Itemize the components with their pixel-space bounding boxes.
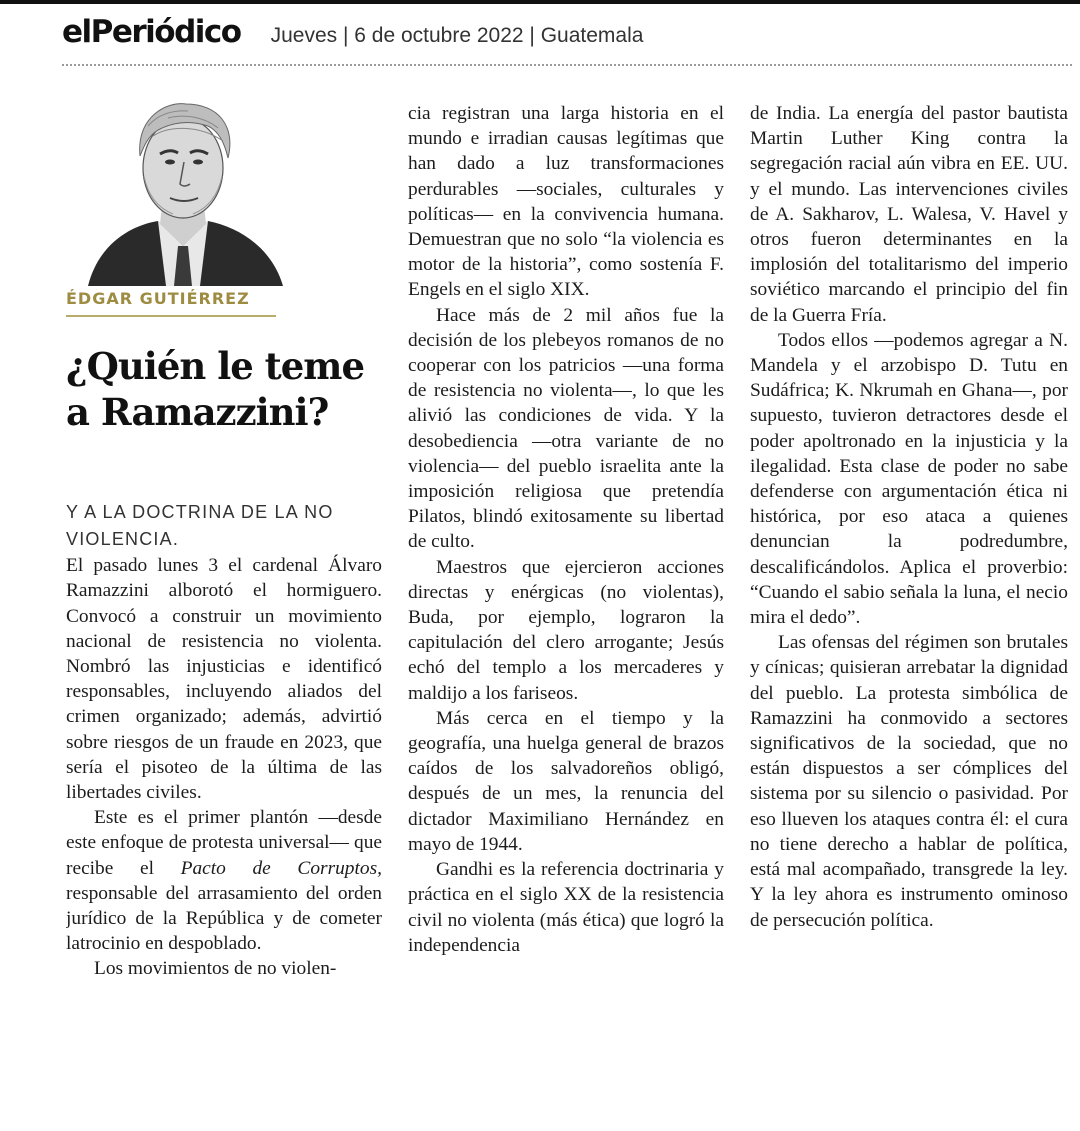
article-column-1 <box>66 96 382 1126</box>
article-headline: ¿Quién le teme a Ramazzini? <box>66 344 364 435</box>
paragraph-2-italic: Pacto de Corruptos, <box>180 857 382 879</box>
page-header <box>62 14 1072 64</box>
author-byline: ÉDGAR GUTIÉRREZ <box>66 289 250 308</box>
dateline: Jueves | 6 de octubre 2022 | Guatemala <box>270 24 644 47</box>
paragraph-2 <box>66 805 382 956</box>
paragraph-2-text-a: Este es el primer plantón —desde este enfoque de protesta universal— que recibe el <box>66 807 382 879</box>
paragraph-8: Todos ellos —podemos agregar a N. Mandela y el arzobispo D. Tutu en Sudáfrica; K. Nkrumah en Ghana—, por supuesto, tuvieron detractores desde el poder apoltronado en la injusticia y la ilegalidad. Esta clase de poder no sabe defenderse con argumentación ética ni histórica, por eso ataca a quienes denuncian la podredumbre, descalificándolos. Aplica el proverbio: “Cuando el sabio señala la luna, el necio mira el dedo”. <box>750 329 1068 629</box>
paragraph-4: Hace más de 2 mil años fue la decisión de los plebeyos romanos de no cooperar con los patricios —una forma de resistencia no violenta—, lo que les alivió las condiciones de vida. Y la desobediencia —otra variante de no violencia— del pueblo israelita ante la imposición religiosa que pretendía Pilatos, blindó exitosamente su libertad de culto. <box>408 304 724 553</box>
article-column-2 <box>408 101 724 1131</box>
newspaper-logo: elPeriódico <box>62 14 241 50</box>
top-border <box>0 0 1080 4</box>
header-dotted-divider <box>62 64 1072 66</box>
article-column-3 <box>750 101 1068 1131</box>
paragraph-3-cont: cia registran una larga historia en el mundo e irradian causas legítimas que han dado a luz transformaciones perdurables —sociales, culturales y políticas— en la convivencia humana. Demuestran que no solo “la violencia es motor de la historia”, como sostenía F. Engels en el siglo XIX. <box>408 103 724 301</box>
author-portrait-illustration <box>78 96 288 286</box>
paragraph-2-text-b: responsable del arrasamiento del orden jurídico de la República y de cometer latrocinio en despoblado. <box>66 882 382 955</box>
paragraph-6: Más cerca en el tiempo y la geografía, una huelga general de brazos caídos de los salvadoreños obligó, después de un mes, la renuncia del dictador Maximiliano Hernández en mayo de 1944. <box>408 707 724 855</box>
paragraph-9: Las ofensas del régimen son brutales y cínicas; quisieran arrebatar la dignidad del pueblo. La protesta simbólica de Ramazzini ha conmovido a sectores significativos de la sociedad, que no están dispuestos a ser cómplices del sistema por su silencio o pasividad. Por eso llueven los ataques contra él: el cura no tiene derecho a hablar de política, está mal acompañado, transgrede la ley. Y la ley ahora es instrumento ominoso de persecución política. <box>750 632 1068 931</box>
paragraph-5: Maestros que ejercieron acciones directas y enérgicas (no violentas), Buda, por ejemplo, lograron la capitulación del clero arrogante; Jesús echó del templo a los mercaderes y maldijo a los fariseos. <box>408 556 724 704</box>
byline-underline <box>66 315 276 317</box>
paragraph-7-cont: de India. La energía del pastor bautista Martin Luther King contra la segregación racial aún vibra en EE. UU. y el mundo. Las intervenciones civiles de A. Sakharov, L. Walesa, V. Havel y otros fueron determinantes en la implosión del totalitarismo del imperio soviético marcando el principio del fin de la Guerra Fría. <box>750 103 1068 326</box>
paragraph-7-start: Gandhi es la referencia doctrinaria y práctica en el siglo XX de la resistencia civil no violenta (más ética) que logró la independencia <box>408 859 724 956</box>
paragraph-3-start: Los movimientos de no violen- <box>94 958 337 980</box>
paragraph-1: El pasado lunes 3 el cardenal Álvaro Ramazzini alborotó el hormiguero. Convocó a construir un movimiento nacional de resistencia no violenta. Nombró las injusticias e identificó responsables, incluyendo aliados del crimen organizado; además, advirtió sobre riesgos de un fraude en 2023, que sería el pisoteo de la última de las libertades civiles. <box>66 555 382 804</box>
article-subhead: Y A LA DOCTRINA DE LA NO VIOLENCIA. <box>66 502 334 550</box>
